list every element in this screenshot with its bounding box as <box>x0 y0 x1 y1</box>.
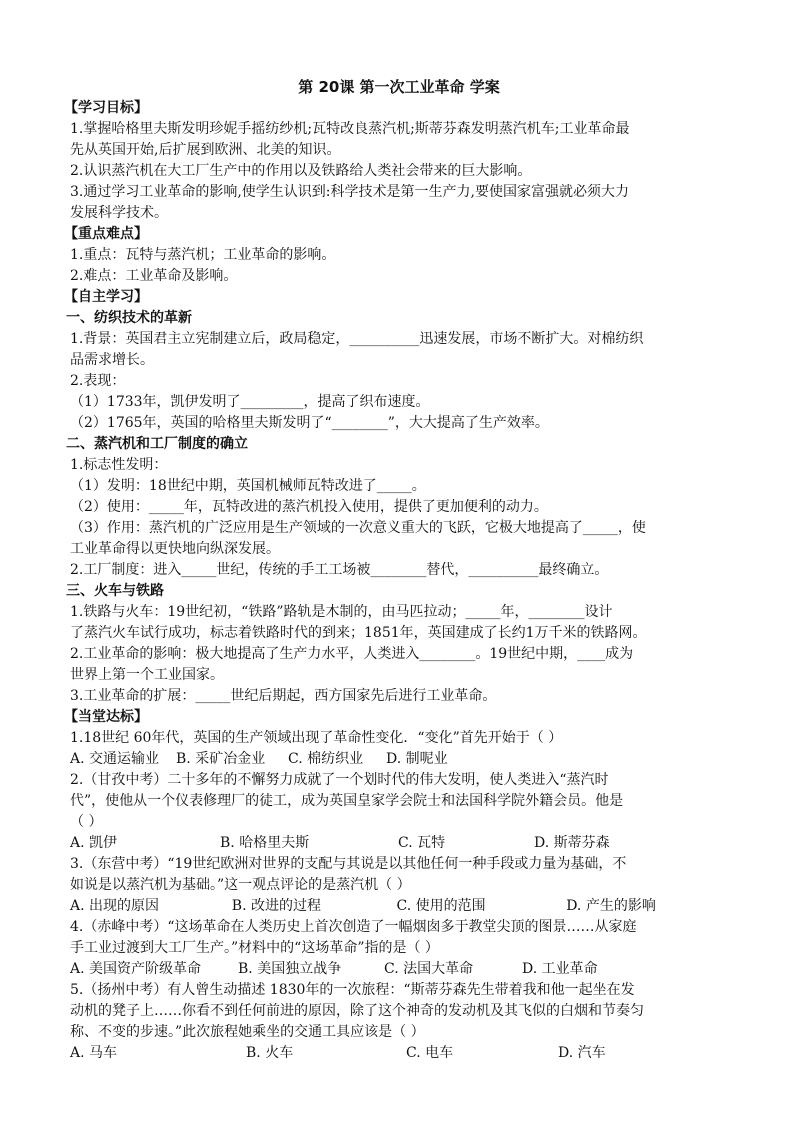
part2-line: （3）作用：蒸汽机的广泛应用是生产领域的一次意义重大的飞跃，它极大地提高了_____，使 <box>70 520 646 536</box>
part3-line: 2.工业革命的影响：极大地提高了生产力水平，人类进入________。19世纪中期，____成为 <box>70 646 634 662</box>
option-c: C. 法国大革命 <box>384 961 474 977</box>
question-2: （ ） <box>70 814 103 830</box>
question-2: 代”，使他从一个仪表修理厂的徒工，成为英国皇家学会院士和法国科学院外籍会员。他是 <box>70 793 624 809</box>
question-5: 动机的凳子上……你看不到任何前进的原因，除了这个神奇的发动机及其飞似的白烟和节奏匀 <box>70 1003 644 1019</box>
key-line: 2.难点：工业革命及影响。 <box>70 268 238 284</box>
option-b: B. 哈格里夫斯 <box>220 835 310 851</box>
option-d: D. 汽车 <box>558 1045 606 1061</box>
part3-heading: 三、火车与铁路 <box>66 583 164 599</box>
goals-line: 发展科学技术。 <box>70 205 168 221</box>
part2-line: （2）使用：_____年，瓦特改进的蒸汽机投入使用，提供了更加便利的动力。 <box>70 499 548 515</box>
option-c: C. 棉纺织业 <box>288 751 364 767</box>
goals-line: 先从英国开始,后扩展到欧洲、北美的知识。 <box>70 142 341 158</box>
question-3: 如说是以蒸汽机为基础。”这一观点评论的是蒸汽机（ ） <box>70 877 411 893</box>
question-5: 称、不变的步速。”此次旅程她乘坐的交通工具应该是（ ） <box>70 1024 425 1040</box>
part2-line: （1）发明：18世纪中期，英国机械师瓦特改进了_____。 <box>70 478 426 494</box>
part3-line: 了蒸汽火车试行成功，标志着铁路时代的到来；1851年，英国建成了长约1万千米的铁路网。 <box>70 625 647 641</box>
page-title: 第 20课 第一次工业革命 学案 <box>298 78 500 96</box>
part3-line: 3.工业革命的扩展：_____世纪后期起，西方国家先后进行工业革命。 <box>70 688 497 704</box>
part2-line: 工业革命得以更快地向纵深发展。 <box>70 541 280 557</box>
in-class-heading: 【当堂达标】 <box>64 709 148 725</box>
option-a: A. 马车 <box>70 1045 118 1061</box>
option-a: A. 交通运输业 <box>70 751 160 767</box>
goals-line: 3.通过学习工业革命的影响,使学生认识到:科学技术是第一生产力,要使国家富强就必须大力 <box>70 184 629 200</box>
part1-line: （2）1765年，英国的哈格里夫斯发明了“________”，大大提高了生产效率。 <box>70 415 549 431</box>
part2-line: 2.工厂制度：进入_____世纪，传统的手工工场被________替代，__________最终确立。 <box>70 562 609 578</box>
part1-line: 1.背景：英国君主立宪制建立后，政局稳定，__________迅速发展，市场不断扩大。对棉纺织 <box>70 331 644 347</box>
question-2: 2.（甘孜中考）二十多年的不懈努力成就了一个划时代的伟大发明，使人类进入“蒸汽时 <box>70 772 609 788</box>
question-3-options <box>70 896 728 917</box>
option-d: D. 产生的影响 <box>566 898 656 914</box>
goals-heading: 【学习目标】 <box>64 100 148 116</box>
part1-line: （1）1733年，凯伊发明了_________，提高了织布速度。 <box>70 394 430 410</box>
goals-line: 1.掌握哈格里夫斯发明珍妮手摇纺纱机;瓦特改良蒸汽机;斯蒂芬森发明蒸汽机车;工业革命最 <box>70 121 630 137</box>
key-heading: 【重点难点】 <box>64 226 148 242</box>
option-d: D. 斯蒂芬森 <box>534 835 610 851</box>
option-b: B. 美国独立战争 <box>238 961 342 977</box>
option-d: D. 工业革命 <box>522 961 598 977</box>
question-4: 手工业过渡到大工厂生产。”材料中的“这场革命”指的是（ ） <box>70 940 439 956</box>
question-4: 4.（赤峰中考）“这场革命在人类历史上首次创造了一幅烟囱多于教堂尖顶的图景……从家庭 <box>70 919 637 935</box>
question-3: 3.（东营中考）“19世纪欧洲对世界的支配与其说是以其他任何一种手段或力量为基础，不 <box>70 856 627 872</box>
question-4-options <box>70 959 728 980</box>
question-5: 5.（扬州中考）有人曾生动描述 1830年的一次旅程：“斯蒂芬森先生带着我和他一起坐在发 <box>70 982 635 998</box>
option-a: A. 凯伊 <box>70 835 118 851</box>
part3-line: 1.铁路与火车：19世纪初，“铁路”路轨是木制的，由马匹拉动；_____年，________设计 <box>70 604 613 620</box>
part2-heading: 二、蒸汽机和工厂制度的确立 <box>66 436 248 452</box>
key-line: 1.重点：瓦特与蒸汽机；工业革命的影响。 <box>70 247 336 263</box>
option-b: B. 改进的过程 <box>231 898 321 914</box>
option-d: D. 制呢业 <box>386 751 448 767</box>
option-c: C. 使用的范围 <box>396 898 486 914</box>
part3-line: 世界上第一个工业国家。 <box>70 667 224 683</box>
option-b: B. 采矿冶金业 <box>176 751 266 767</box>
part2-line: 1.标志性发明： <box>70 457 168 473</box>
question-2-options <box>70 833 728 854</box>
part1-line: 品需求增长。 <box>70 352 154 368</box>
self-study-heading: 【自主学习】 <box>64 289 148 305</box>
question-1-options <box>70 749 728 770</box>
option-a: A. 出现的原因 <box>70 898 160 914</box>
part1-heading: 一、纺织技术的革新 <box>66 310 192 326</box>
option-c: C. 电车 <box>406 1045 454 1061</box>
question-1: 1.18世纪 60年代，英国的生产领域出现了革命性变化．“变化”首先开始于（ ） <box>70 730 563 746</box>
option-b: B. 火车 <box>246 1045 294 1061</box>
goals-line: 2.认识蒸汽机在大工厂生产中的作用以及铁路给人类社会带来的巨大影响。 <box>70 163 532 179</box>
option-a: A. 美国资产阶级革命 <box>70 961 202 977</box>
part1-line: 2.表现： <box>70 373 126 389</box>
option-c: C. 瓦特 <box>398 835 446 851</box>
question-5-options <box>70 1043 728 1064</box>
